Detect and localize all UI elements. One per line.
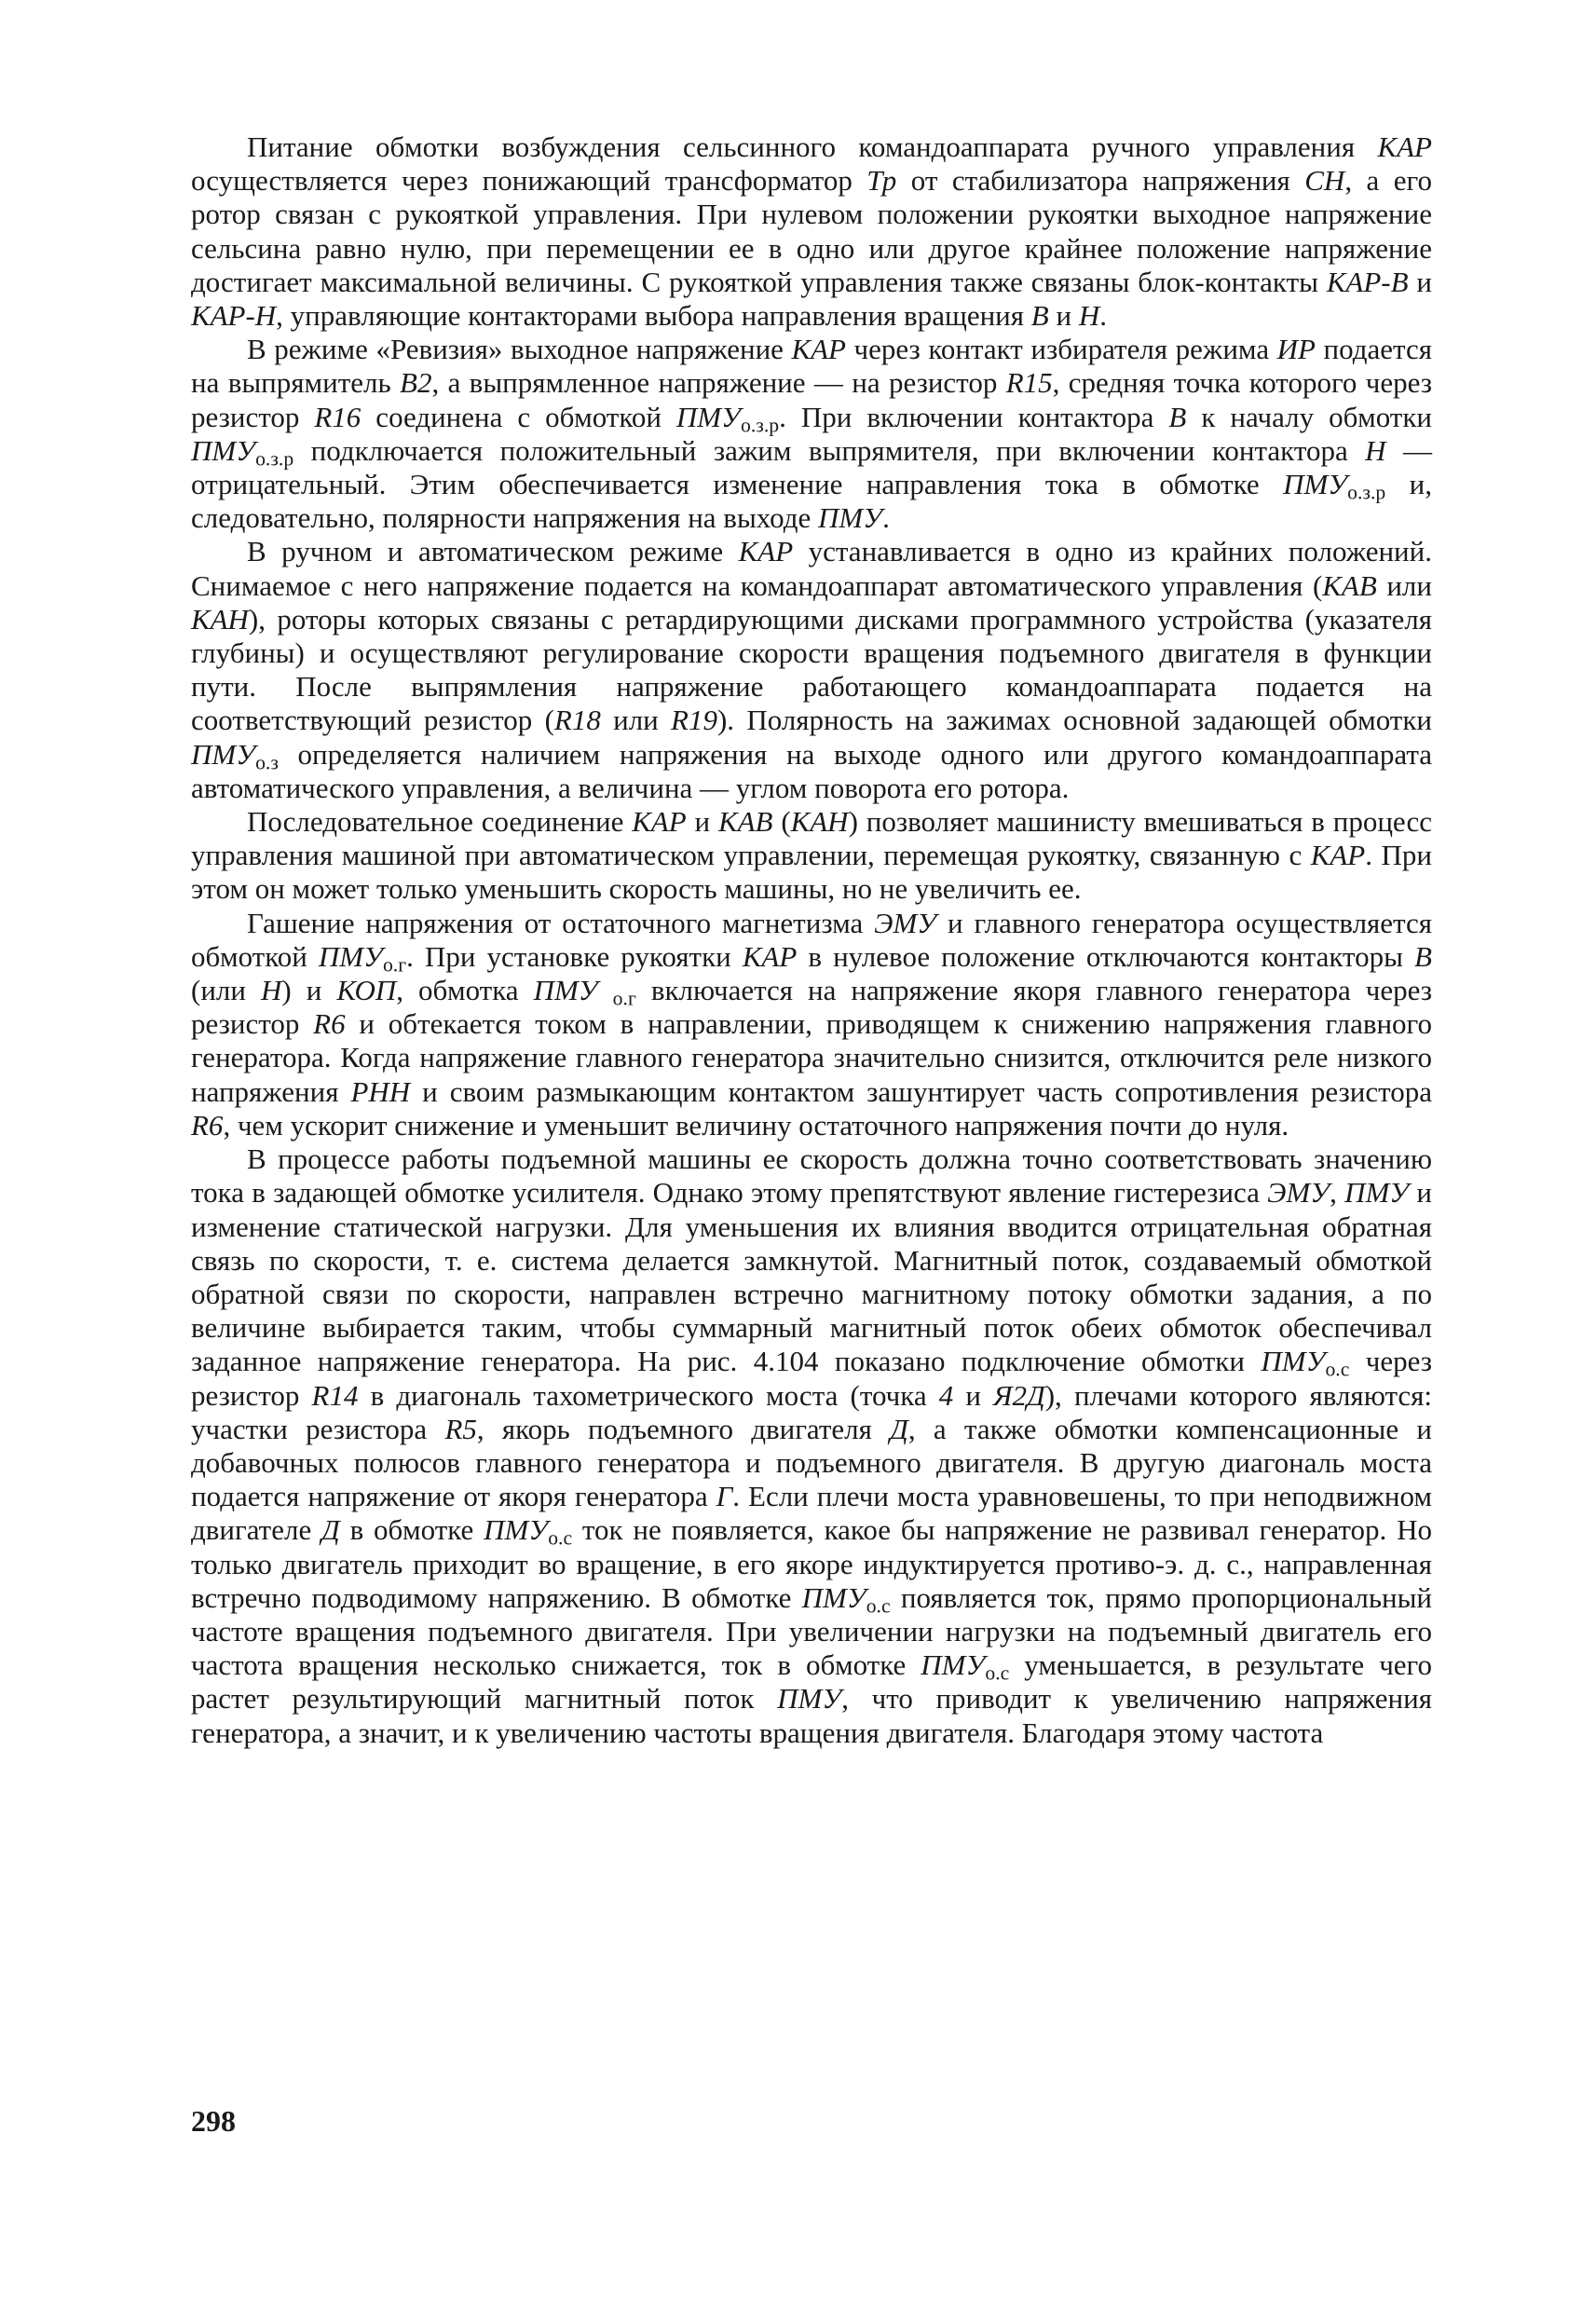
paragraph: Последовательное соединение КАР и КАВ (КАН) позволяет машинисту вмешиваться в процесс управления машиной при автоматическом управлении, перемещая рукоятку, связанную с КАР. При этом он может только уменьшить скорость машины, но не увеличить ее. (191, 805, 1432, 906)
page-body (191, 130, 1432, 1750)
paragraph: В режиме «Ревизия» выходное напряжение КАР через контакт избирателя режима ИР подается на выпрямитель В2, а выпрямленное напряжение — на резистор R15, средняя точка которого через резистор R16 соединена с обмоткой $ПМУ_{о.з.р}$. При включении контактора В к началу обмотки $ПМУ_{о.з.р}$ подключается положительный зажим выпрямителя, при включении контактора Н — отрицательный. Этим обеспечивается изменение направления тока в обмотке $ПМУ_{о.з.р}$ и, следовательно, полярности напряжения на выходе ПМУ. (191, 333, 1432, 535)
paragraph: В ручном и автоматическом режиме КАР устанавливается в одно из крайних положений. Снимаемое с него напряжение подается на командоаппарат автоматического управления (КАВ или КАН), роторы которых связаны с ретардирующими дисками программного устройства (указателя глубины) и осуществляют регулирование скорости вращения подъемного двигателя в функции пути. После выпрямления напряжение работающего командоаппарата подается на соответствующий резистор (R18 или R19). Полярность на зажимах основной задающей обмотки $ПМУ_{о.з}$ определяется наличием напряжения на выходе одного или другого командоаппарата автоматического управления, а величина — углом поворота его ротора. (191, 535, 1433, 804)
page-number: 298 (191, 2104, 236, 2138)
paragraph: В процессе работы подъемной машины ее скорость должна точно соответствовать значению тока в задающей обмотке усилителя. Однако этому препятствуют явление гистерезиса ЭМУ, ПМУ и изменение статической нагрузки. Для уменьшения их влияния вводится отрицательная обратная связь по скорости, т. е. система делается замкнутой. Магнитный поток, создаваемый обмоткой обратной связи по скорости, направлен встречно магнитному потоку обмотки задания, а по величине выбирается таким, чтобы суммарный магнитный поток обеих обмоток обеспечивал заданное напряжение генератора. На рис. 4.104 показано подключение обмотки $ПМУ_{о.с}$ через резистор R14 в диагональ тахометрического моста (точка 4 и Я2Д), плечами которого являются: участки резистора R5, якорь подъемного двигателя Д, а также обмотки компенсационные и добавочных полюсов главного генератора и подъемного двигателя. В другую диагональ моста подается напряжение от якоря генератора Г. Если плечи моста уравновешены, то при неподвижном двигателе Д в обмотке $ПМУ_{о.с}$ ток не появляется, какое бы напряжение не развивал генератор. Но только двигатель приходит во вращение, в его якоре индуктируется противо-э. д. с., направленная встречно подводимому напряжению. В обмотке $ПМУ_{о.с}$ появляется ток, прямо пропорциональный частоте вращения подъемного двигателя. При увеличении нагрузки на подъемный двигатель его частота вращения несколько снижается, ток в обмотке $ПМУ_{о.с}$ уменьшается, в результате чего растет результирующий магнитный поток ПМУ, что приводит к увеличению напряжения генератора, а значит, и к увеличению частоты вращения двигателя. Благодаря этому частота (191, 1142, 1433, 1749)
paragraph: Питание обмотки возбуждения сельсинного командоаппарата ручного управления КАР осуществляется через понижающий трансформатор Тр от стабилизатора напряжения СН, а его ротор связан с рукояткой управления. При нулевом положении рукоятки выходное напряжение сельсина равно нулю, при перемещении ее в одно или другое крайнее положение напряжение достигает максимальной величины. С рукояткой управления также связаны блок-контакты КАР-В и КАР-Н, управляющие контакторами выбора направления вращения В и Н. (191, 130, 1432, 333)
paragraph: Гашение напряжения от остаточного магнетизма ЭМУ и главного генератора осуществляется обмоткой $ПМУ_{о.г}$. При установке рукоятки КАР в нулевое положение отключаются контакторы В (или Н) и КОП, обмотка ПМУ $_{о.г}$ включается на напряжение якоря главного генератора через резистор R6 и обтекается током в направлении, приводящем к снижению напряжения главного генератора. Когда напряжение главного генератора значительно снизится, отключится реле низкого напряжения РНН и своим размыкающим контактом зашунтирует часть сопротивления резистора R6, чем ускорит снижение и уменьшит величину остаточного напряжения почти до нуля. (191, 906, 1433, 1142)
